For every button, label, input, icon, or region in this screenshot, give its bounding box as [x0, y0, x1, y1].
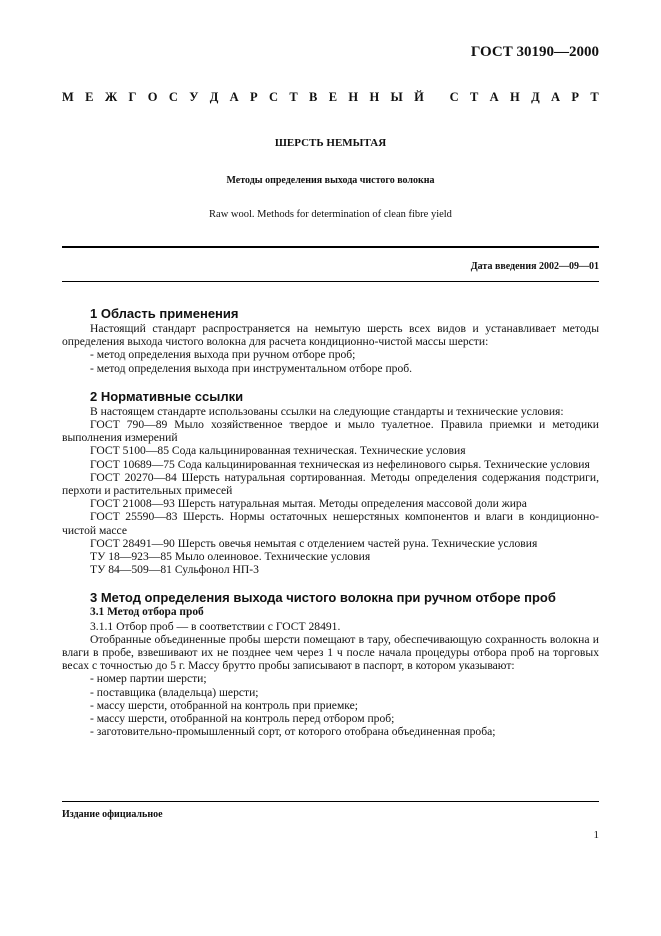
document-title: ШЕРСТЬ НЕМЫТАЯ [274, 137, 387, 149]
page-number: 1 [593, 829, 599, 841]
banner-letter: Н [369, 90, 380, 104]
list-item: - метод определения выхода при инструментальном отборе проб. [90, 361, 413, 375]
banner-letter: Р [250, 90, 258, 104]
banner-letter: Т [289, 90, 298, 104]
list-item: - массу шерсти, отобранной на контроль при приемке; [90, 698, 359, 712]
document-number: ГОСТ 30190—2000 [470, 44, 599, 60]
reference-item: ГОСТ 28491—90 Шерсть овечья немытая с отделением частей руна. Технические условия [90, 536, 538, 550]
section-3-paragraph: Отобранные объединенные пробы шерсти помещают в тару, обеспечивающую сохранность волокна и влаги в пробе, взвешивают их не позднее чем через 1 ч после начала процедуры отбора проб на торговых весах с точностью до 5 г. Массу брутто пробы записывают в паспорт, в котором указывают: [62, 632, 599, 673]
banner-letter: Ы [390, 90, 403, 104]
banner-letter: А [229, 90, 239, 104]
subsection-3-1-heading: 3.1 Метод отбора проб [90, 606, 204, 619]
banner-letter: Р [571, 90, 580, 104]
banner-letter: Т [590, 90, 599, 104]
banner-letter: Е [328, 90, 338, 104]
title-divider [62, 246, 599, 248]
clause-3-1-1: 3.1.1 Отбор проб — в соответствии с ГОСТ 28491. [90, 619, 341, 633]
section-3-heading: 3 Метод определения выхода чистого волокна при ручном отборе проб [90, 590, 556, 606]
list-item: - массу шерсти, отобранной на контроль перед отбором проб; [90, 712, 395, 726]
edition-label: Издание официальное [62, 809, 163, 820]
document-body [62, 306, 599, 739]
list-item: - номер партии шерсти; [90, 672, 207, 686]
reference-item: ГОСТ 790—89 Мыло хозяйственное твердое и мыло туалетное. Правила приемки и методики выполнения измерений [62, 418, 599, 445]
banner-letter: Д [531, 90, 540, 104]
banner-letter: Н [348, 90, 359, 104]
banner-letter: Г [128, 90, 137, 104]
date-divider [62, 281, 599, 282]
banner-letter: М [62, 90, 74, 104]
section-1-paragraph: Настоящий стандарт распространяется на немытую шерсть всех видов и устанавливает методы определения выхода чистого волокна для расчета кондиционно-чистой массы шерсти: [62, 322, 599, 349]
banner-letter: Ж [104, 90, 118, 104]
banner-letter: У [189, 90, 199, 104]
list-item: - поставщика (владельца) шерсти; [90, 685, 259, 699]
banner-letter: В [309, 90, 318, 104]
section-2-heading: 2 Нормативные ссылки [90, 388, 244, 404]
banner-letter: Н [510, 90, 520, 104]
document-subtitle: Методы определения выхода чистого волокна [226, 175, 435, 186]
reference-item: ГОСТ 5100—85 Сода кальцинированная техническая. Технические условия [90, 444, 466, 458]
list-item: - заготовительно-промышленный сорт, от которого отобрана объединенная проба; [90, 725, 496, 739]
banner-letter: С [449, 90, 459, 104]
list-item: - метод определения выхода при ручном отборе проб; [90, 348, 356, 362]
banner-letter: С [269, 90, 279, 104]
banner-letter: Е [85, 90, 94, 104]
banner-letter: А [489, 90, 499, 104]
reference-item: ТУ 18—923—85 Мыло олеиновое. Технические условия [90, 550, 371, 564]
footer-divider [62, 801, 599, 802]
reference-item: ГОСТ 10689—75 Сода кальцинированная техническая из нефелинового сырья. Технические условия [90, 457, 590, 471]
banner-letter [435, 90, 438, 106]
banner-letter: А [551, 90, 561, 104]
interstate-standard-banner [62, 90, 599, 106]
reference-item: ГОСТ 25590—83 Шерсть. Нормы остаточных нешерстяных компонентов и влаги в кондиционно-чистой массе [62, 510, 599, 537]
reference-item: ТУ 84—509—81 Сульфонол НП-3 [90, 563, 259, 577]
section-2-paragraph: В настоящем стандарте использованы ссылки на следующие стандарты и технические условия: [90, 404, 564, 418]
banner-letter: Д [209, 90, 219, 104]
section-1-heading: 1 Область применения [90, 306, 239, 321]
reference-item: ГОСТ 20270—84 Шерсть натуральная сортированная. Методы определения содержания подстриги, перхоти и растительных примесей [62, 470, 599, 498]
banner-letter: С [168, 90, 178, 104]
banner-letter: Й [414, 90, 424, 104]
effective-date: Дата введения 2002—09—01 [470, 261, 599, 272]
english-title: Raw wool. Methods for determination of clean fibre yield [209, 209, 452, 220]
banner-letter: Т [469, 90, 479, 104]
reference-item: ГОСТ 21008—93 Шерсть натуральная мытая. Методы определения массовой доли жира [90, 497, 527, 511]
banner-letter: О [147, 90, 158, 104]
